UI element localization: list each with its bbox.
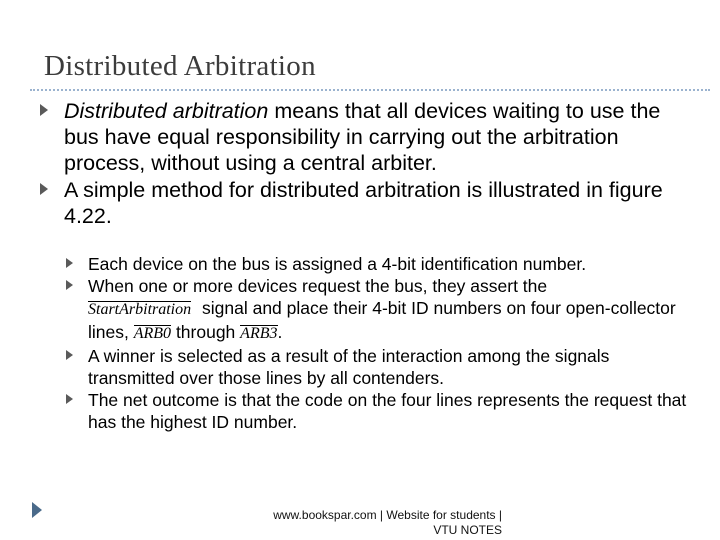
arb3-signal: ARB3 bbox=[240, 323, 277, 345]
main-bullet-list bbox=[0, 98, 720, 230]
triangle-bullet-icon bbox=[66, 394, 73, 404]
triangle-bullet-icon bbox=[66, 350, 73, 360]
bullet-text: A winner is selected as a result of the interaction among the signals transmitted over those lines by all contenders. bbox=[88, 346, 610, 388]
sub-bullet-2 bbox=[0, 275, 688, 345]
bullet-text: Each device on the bus is assigned a 4-bit identification number. bbox=[88, 254, 587, 274]
arb0-signal: ARB0 bbox=[134, 323, 171, 345]
bullet-text: . bbox=[277, 322, 283, 342]
title-divider bbox=[30, 89, 710, 91]
footer-line: VTU NOTES bbox=[433, 523, 502, 537]
main-bullet-1 bbox=[0, 98, 674, 176]
triangle-bullet-icon bbox=[40, 104, 48, 116]
bullet-text: When one or more devices request the bus, they assert the bbox=[88, 276, 548, 296]
bullet-term: Distributed arbitration bbox=[64, 99, 269, 123]
sub-bullet-4 bbox=[0, 389, 688, 433]
start-arbitration-signal: StartArbitration bbox=[88, 299, 191, 321]
footer-line: www.bookspar.com | Website for students | bbox=[273, 508, 502, 522]
sub-bullet-1 bbox=[0, 253, 688, 275]
corner-arrow-icon bbox=[32, 502, 42, 518]
bullet-text: means that all devices waiting to use the bus have equal responsibility in carrying out the arbitration process, without using a central arbiter. bbox=[64, 99, 661, 175]
triangle-bullet-icon bbox=[66, 258, 73, 268]
triangle-bullet-icon bbox=[66, 280, 73, 290]
sub-bullet-list bbox=[0, 253, 720, 433]
bullet-text: through bbox=[175, 322, 236, 342]
slide-title: Distributed Arbitration bbox=[44, 50, 316, 82]
bullet-text: A simple method for distributed arbitration is illustrated in figure 4.22. bbox=[64, 178, 663, 228]
sub-bullet-3 bbox=[0, 345, 688, 389]
bullet-text: The net outcome is that the code on the four lines represents the request that has the highest ID number. bbox=[88, 390, 687, 432]
triangle-bullet-icon bbox=[40, 183, 48, 195]
main-bullet-2 bbox=[0, 177, 674, 229]
footer bbox=[246, 508, 502, 538]
bullet-text: signal and place their 4-bit ID numbers on four open-collector lines, bbox=[88, 298, 676, 342]
